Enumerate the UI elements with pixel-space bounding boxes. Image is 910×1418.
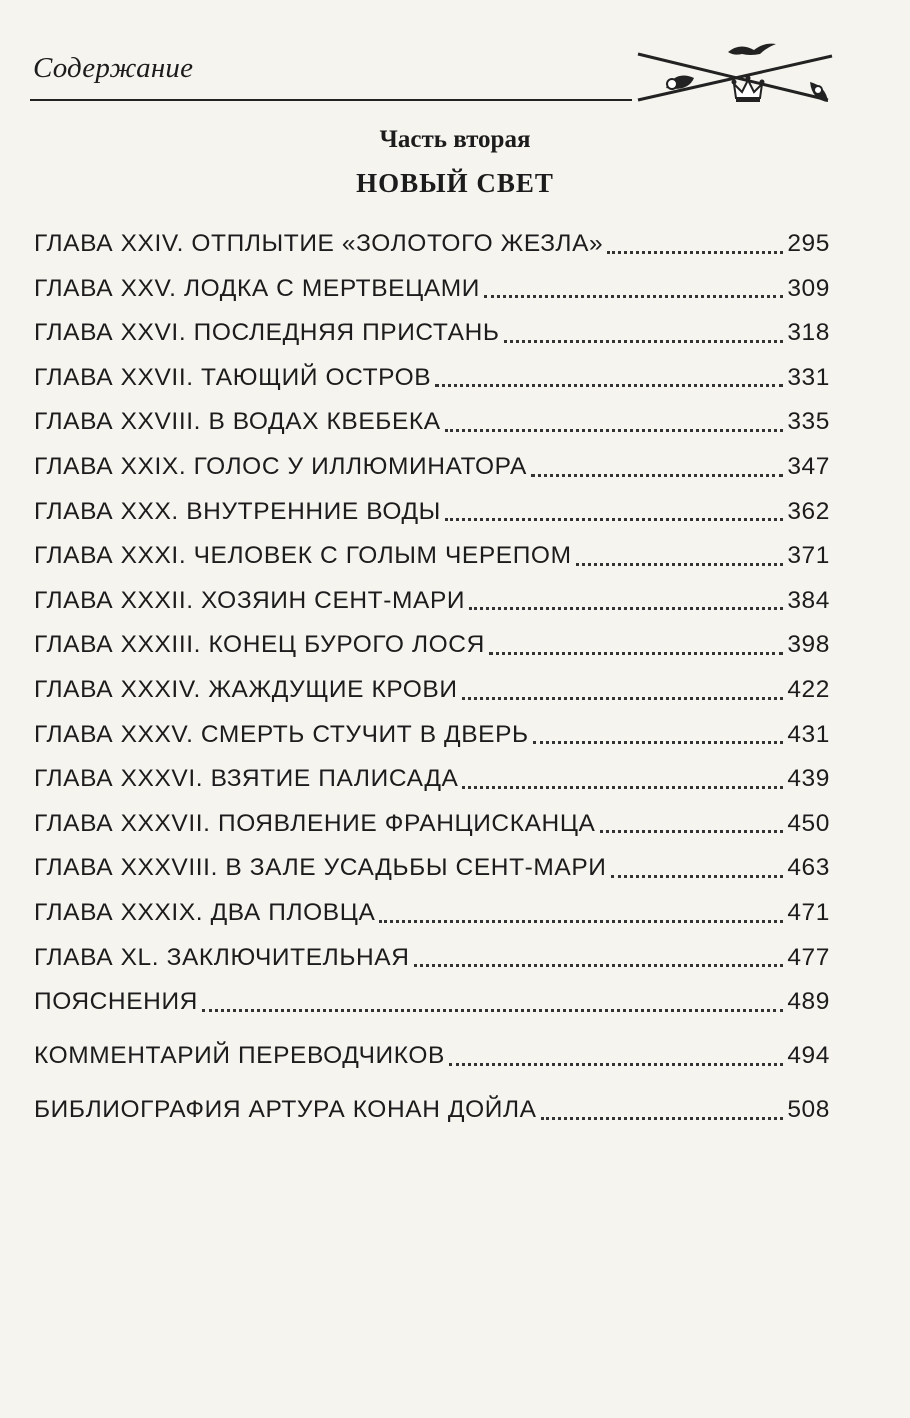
dot-leader <box>202 1009 783 1012</box>
dot-leader <box>462 786 783 789</box>
header-rule <box>30 99 632 101</box>
dot-leader <box>531 474 783 477</box>
dot-leader <box>449 1063 783 1066</box>
toc-entry <box>34 836 830 881</box>
toc-entry-page: 384 <box>787 586 830 614</box>
toc-entry-title: ГЛАВА XXXIII. КОНЕЦ БУРОГО ЛОСЯ <box>34 631 485 659</box>
toc-entry-page: 477 <box>787 943 830 971</box>
toc-entry-title: КОММЕНТАРИЙ ПЕРЕВОДЧИКОВ <box>34 1042 445 1070</box>
toc-entry-title: ГЛАВА XXVII. ТАЮЩИЙ ОСТРОВ <box>34 363 432 391</box>
toc-entry-page: 371 <box>787 542 830 570</box>
toc-entry-title: ПОЯСНЕНИЯ <box>34 988 198 1016</box>
toc-entry <box>34 792 830 837</box>
table-of-contents <box>34 212 830 1123</box>
toc-entry-title: ГЛАВА XXXVII. ПОЯВЛЕНИЕ ФРАНЦИСКАНЦА <box>34 809 596 837</box>
toc-entry-page: 295 <box>787 230 830 258</box>
part-label: Часть вторая <box>379 126 531 153</box>
toc-entry <box>34 212 830 257</box>
dot-leader <box>445 518 783 521</box>
toc-entry-page: 331 <box>787 363 830 391</box>
dot-leader <box>414 964 784 967</box>
toc-entry-page: 450 <box>787 809 830 837</box>
toc-entry <box>34 613 830 658</box>
toc-entry <box>34 658 830 703</box>
dot-leader <box>576 563 784 566</box>
dot-leader <box>484 295 783 298</box>
toc-entry-page: 335 <box>787 408 830 436</box>
toc-entry <box>34 435 830 480</box>
page-header <box>30 40 880 110</box>
toc-entry-title: ГЛАВА XXVIII. В ВОДАХ КВЕБЕКА <box>34 408 441 436</box>
toc-entry-title: ГЛАВА XXXII. ХОЗЯИН СЕНТ-МАРИ <box>34 586 466 614</box>
toc-entry <box>34 524 830 569</box>
toc-entry <box>34 390 830 435</box>
toc-entry-page: 463 <box>787 854 830 882</box>
dot-leader <box>462 697 784 700</box>
dot-leader <box>435 384 783 387</box>
running-title: Содержание <box>33 52 194 84</box>
dot-leader <box>611 875 784 878</box>
toc-entry <box>34 1069 830 1123</box>
toc-entry-title: ГЛАВА XXX. ВНУТРЕННИЕ ВОДЫ <box>34 497 441 525</box>
toc-entry-title: ГЛАВА XXIX. ГОЛОС У ИЛЛЮМИНАТОРА <box>34 453 527 481</box>
toc-entry-page: 318 <box>787 319 830 347</box>
toc-entry-page: 431 <box>787 720 830 748</box>
toc-entry-page: 309 <box>787 274 830 302</box>
toc-entry-title: ГЛАВА XXXIV. ЖАЖДУЩИЕ КРОВИ <box>34 676 458 704</box>
toc-entry-page: 347 <box>787 453 830 481</box>
dot-leader <box>607 251 783 254</box>
toc-entry-page: 398 <box>787 631 830 659</box>
toc-entry-page: 494 <box>787 1042 830 1070</box>
toc-entry <box>34 301 830 346</box>
part-title: НОВЫЙ СВЕТ <box>356 168 554 198</box>
toc-entry-page: 471 <box>787 899 830 926</box>
toc-entry-title: ГЛАВА XXV. ЛОДКА С МЕРТВЕЦАМИ <box>34 274 481 302</box>
dot-leader <box>600 830 784 833</box>
toc-entry <box>34 881 830 926</box>
dot-leader <box>445 429 784 432</box>
toc-entry-page: 489 <box>787 988 830 1016</box>
toc-entry-title: ГЛАВА XXXIX. ДВА ПЛОВЦА <box>34 899 376 926</box>
toc-entry-title: ГЛАВА XXXVI. ВЗЯТИЕ ПАЛИСАДА <box>34 765 459 793</box>
dot-leader <box>533 741 784 744</box>
toc-entry <box>34 747 830 792</box>
toc-entry-page: 422 <box>787 676 830 704</box>
toc-entry-title: ГЛАВА XL. ЗАКЛЮЧИТЕЛЬНАЯ <box>34 943 410 971</box>
toc-entry-title: ГЛАВА XXVI. ПОСЛЕДНЯЯ ПРИСТАНЬ <box>34 319 500 347</box>
dot-leader <box>489 652 783 655</box>
crossed-swords-emblem-icon <box>632 40 862 110</box>
toc-entry <box>34 257 830 302</box>
toc-entry-title: ГЛАВА XXXI. ЧЕЛОВЕК С ГОЛЫМ ЧЕРЕПОМ <box>34 542 572 570</box>
toc-entry-title: ГЛАВА XXIV. ОТПЛЫТИЕ «ЗОЛОТОГО ЖЕЗЛА» <box>34 230 604 258</box>
dot-leader <box>541 1117 784 1120</box>
dot-leader <box>379 920 783 923</box>
toc-entry-title: БИБЛИОГРАФИЯ АРТУРА КОНАН ДОЙЛА <box>34 1096 537 1124</box>
toc-entry-page: 362 <box>787 497 830 525</box>
toc-entry <box>34 346 830 391</box>
dot-leader <box>504 340 784 343</box>
toc-entry-page: 508 <box>787 1096 830 1124</box>
toc-entry <box>34 970 830 1015</box>
toc-entry <box>34 569 830 614</box>
toc-entry <box>34 1015 830 1069</box>
toc-entry-title: ГЛАВА XXXV. СМЕРТЬ СТУЧИТ В ДВЕРЬ <box>34 720 529 748</box>
toc-entry-title: ГЛАВА XXXVIII. В ЗАЛЕ УСАДЬБЫ СЕНТ-МАРИ <box>34 854 607 882</box>
toc-entry <box>34 703 830 748</box>
toc-entry-page: 439 <box>787 765 830 793</box>
toc-entry <box>34 480 830 525</box>
toc-entry <box>34 926 830 971</box>
dot-leader <box>469 607 783 610</box>
